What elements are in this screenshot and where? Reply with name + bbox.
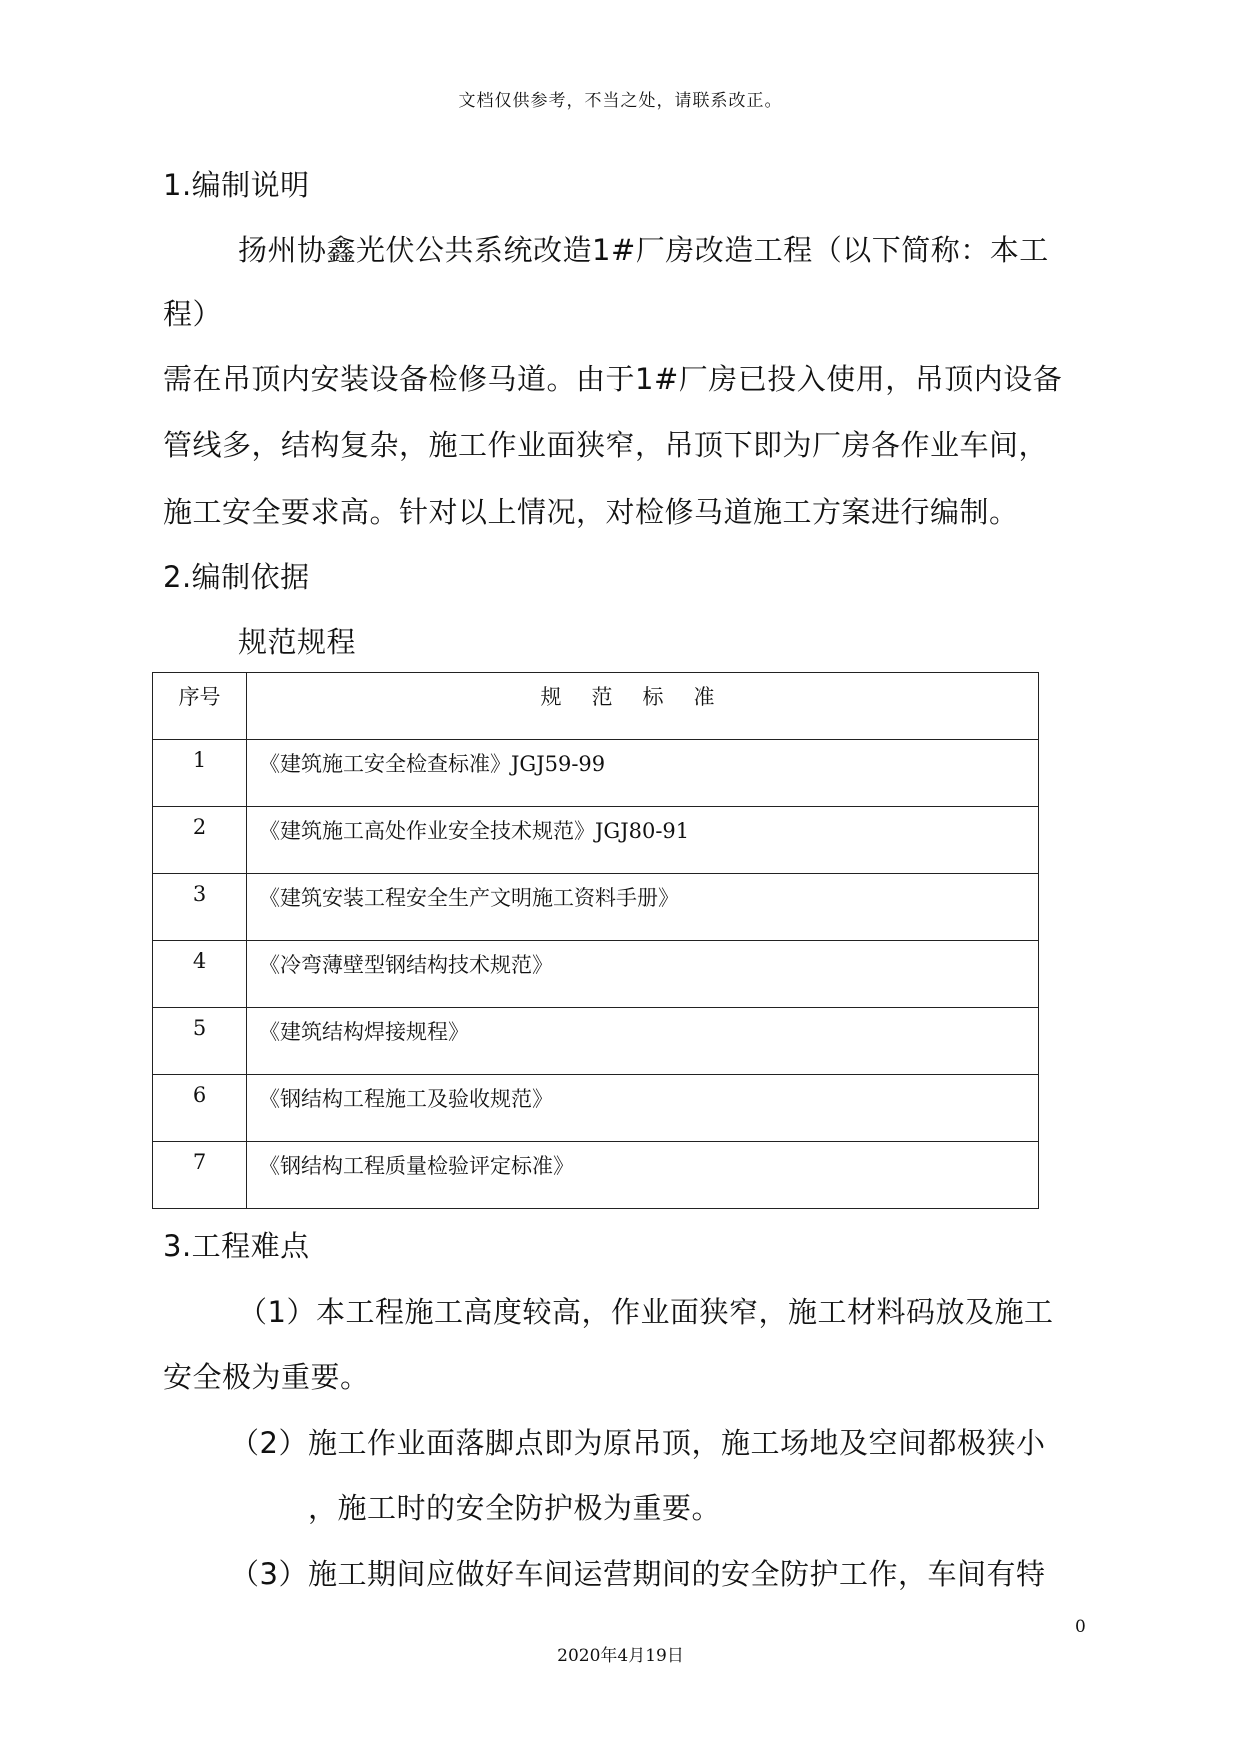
section3-item2-line1: （2）施工作业面落脚点即为原吊顶，施工场地及空间都极狭小	[230, 1426, 1046, 1460]
section1-heading: 1.编制说明	[163, 168, 310, 202]
section3-item1-line2: 安全极为重要。	[163, 1360, 370, 1394]
section2-heading: 2.编制依据	[163, 560, 310, 594]
section3-heading: 3.工程难点	[163, 1229, 310, 1263]
footer-date: 2020年4月19日	[557, 1646, 684, 1666]
header-no: 序号	[153, 673, 247, 740]
section1-para-line1: 扬州协鑫光伏公共系统改造1#厂房改造工程（以下简称：本工	[238, 233, 1049, 267]
row-std: 《钢结构工程质量检验评定标准》	[247, 1142, 1039, 1209]
row-std: 《建筑安装工程安全生产文明施工资料手册》	[247, 874, 1039, 941]
section1-para-line2: 程）	[163, 297, 223, 331]
section1-para-line5: 施工安全要求高。针对以上情况，对检修马道施工方案进行编制。	[163, 495, 1019, 529]
row-std: 《建筑施工安全检查标准》JGJ59-99	[247, 740, 1039, 807]
row-no: 5	[153, 1008, 247, 1075]
row-no: 3	[153, 874, 247, 941]
header-std: 规范标准	[247, 673, 1039, 740]
row-no: 2	[153, 807, 247, 874]
header-note: 文档仅供参考，不当之处，请联系改正。	[458, 91, 783, 111]
row-no: 7	[153, 1142, 247, 1209]
row-no: 6	[153, 1075, 247, 1142]
page-number: 0	[1075, 1617, 1086, 1637]
row-std: 《冷弯薄壁型钢结构技术规范》	[247, 941, 1039, 1008]
row-no: 4	[153, 941, 247, 1008]
table-row	[153, 1075, 1039, 1142]
section3-item1-line1: （1）本工程施工高度较高，作业面狭窄，施工材料码放及施工	[238, 1295, 1054, 1329]
section2-subheading: 规范规程	[238, 625, 357, 659]
section3-item2-line2: ，施工时的安全防护极为重要。	[308, 1491, 722, 1525]
table-row	[153, 740, 1039, 807]
section3-item3-line1: （3）施工期间应做好车间运营期间的安全防护工作，车间有特	[230, 1557, 1046, 1591]
standards-table	[152, 672, 1039, 1209]
table-row	[153, 1008, 1039, 1075]
table-row	[153, 874, 1039, 941]
table-row	[153, 807, 1039, 874]
table-row	[153, 941, 1039, 1008]
row-std: 《钢结构工程施工及验收规范》	[247, 1075, 1039, 1142]
section1-para-line4: 管线多，结构复杂，施工作业面狭窄，吊顶下即为厂房各作业车间，	[163, 428, 1049, 462]
section1-para-line3: 需在吊顶内安装设备检修马道。由于1#厂房已投入使用，吊顶内设备	[163, 362, 1063, 396]
table-header-row	[153, 673, 1039, 740]
row-std: 《建筑施工高处作业安全技术规范》JGJ80-91	[247, 807, 1039, 874]
row-no: 1	[153, 740, 247, 807]
row-std: 《建筑结构焊接规程》	[247, 1008, 1039, 1075]
table-row	[153, 1142, 1039, 1209]
